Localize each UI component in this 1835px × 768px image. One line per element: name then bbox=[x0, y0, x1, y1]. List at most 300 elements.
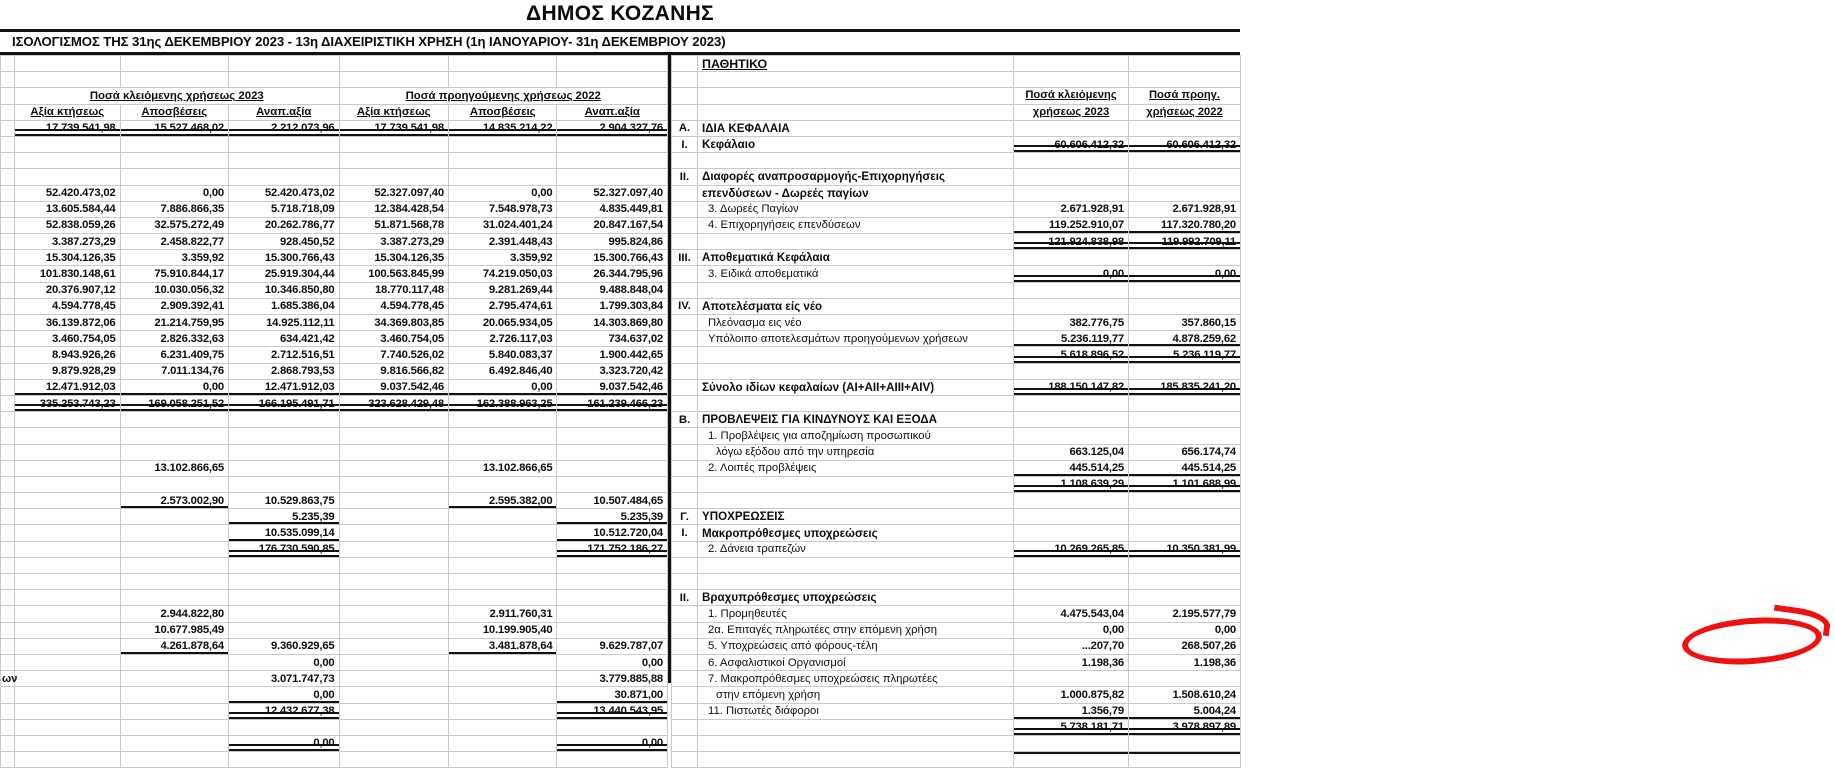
amount-cell: 0,00 bbox=[448, 379, 556, 395]
assets-column-header-1: Αξία κτήσεως bbox=[15, 104, 120, 120]
empty-cell bbox=[698, 735, 1014, 751]
empty-cell bbox=[698, 72, 1014, 88]
empty-cell bbox=[1014, 590, 1129, 606]
table-row bbox=[672, 541, 1241, 557]
amount-2023: 0,00 bbox=[1014, 622, 1129, 638]
amount-cell: 2.391.448,43 bbox=[448, 234, 556, 250]
empty-cell bbox=[229, 428, 339, 444]
empty-cell bbox=[339, 541, 448, 557]
section-label: Κεφάλαιο bbox=[698, 136, 1014, 152]
row-gutter bbox=[1, 541, 15, 557]
amount-cell: 21.214.759,95 bbox=[120, 315, 228, 331]
row-gutter bbox=[1, 347, 15, 363]
table-row bbox=[1, 120, 668, 136]
section-label: Βραχυπρόθεσμες υποχρεώσεις bbox=[698, 590, 1014, 606]
page-title: ΔΗΜΟΣ ΚΟΖΑΝΗΣ bbox=[526, 2, 714, 25]
line-item-label: 5. Υποχρεώσεις από φόρους-τέλη bbox=[698, 638, 1014, 654]
assets-column-header-4: Αξία κτήσεως bbox=[339, 104, 448, 120]
amount-2023: 1.198,36 bbox=[1014, 654, 1129, 670]
amount-cell: 5.235,39 bbox=[229, 509, 339, 525]
empty-cell bbox=[339, 687, 448, 703]
empty-cell bbox=[339, 153, 448, 169]
empty-cell bbox=[339, 606, 448, 622]
row-gutter bbox=[1, 574, 15, 590]
amount-2022: 357.860,15 bbox=[1129, 315, 1241, 331]
amount-cell: 1.799.303,84 bbox=[557, 298, 668, 314]
row-gutter bbox=[1, 460, 15, 476]
amount-cell: 15.527.468,02 bbox=[120, 120, 228, 136]
section-label: ΠΡΟΒΛΕΨΕΙΣ ΓΙΑ ΚΙΝΔΥΝΟΥΣ ΚΑΙ ΕΞΟΔΑ bbox=[698, 412, 1014, 428]
amount-cell: 9.488.848,04 bbox=[557, 282, 668, 298]
amount-2022: 0,00 bbox=[1129, 622, 1241, 638]
row-gutter bbox=[672, 217, 698, 233]
line-item-label: 2. Λοιπές προβλέψεις bbox=[698, 460, 1014, 476]
empty-cell bbox=[448, 752, 556, 768]
empty-cell bbox=[448, 509, 556, 525]
amount-cell: 14.303.869,80 bbox=[557, 315, 668, 331]
row-gutter bbox=[1, 266, 15, 282]
section-marker: ΙΙ. bbox=[672, 169, 698, 185]
row-gutter bbox=[1, 153, 15, 169]
table-row bbox=[1, 201, 668, 217]
empty-cell bbox=[698, 363, 1014, 379]
row-gutter bbox=[672, 752, 698, 768]
line-item-label: Πλεόνασμα εις νέο bbox=[698, 315, 1014, 331]
assets-group-header-1: Ποσά κλειόμενης χρήσεως 2023 bbox=[15, 88, 339, 104]
amount-cell: 15.300.766,43 bbox=[557, 250, 668, 266]
row-gutter bbox=[1, 719, 15, 735]
empty-cell bbox=[120, 687, 228, 703]
section-label: Αποτελέσματα είς νέο bbox=[698, 298, 1014, 314]
amount-cell: 20.262.786,77 bbox=[229, 217, 339, 233]
empty-cell bbox=[339, 428, 448, 444]
amount-cell: 9.037.542,46 bbox=[339, 379, 448, 395]
empty-cell bbox=[15, 622, 120, 638]
table-row bbox=[1, 315, 668, 331]
amount-2023: 382.776,75 bbox=[1014, 315, 1129, 331]
empty-cell bbox=[339, 735, 448, 751]
empty-cell bbox=[1014, 735, 1129, 751]
amount-cell: 51.871.568,78 bbox=[339, 217, 448, 233]
empty-cell bbox=[448, 590, 556, 606]
amount-cell: 2.795.474,61 bbox=[448, 298, 556, 314]
empty-cell bbox=[15, 444, 120, 460]
amount-cell: 2.595.382,00 bbox=[448, 493, 556, 509]
amount-2023: 1.108.639,29 bbox=[1014, 476, 1129, 492]
amount-cell: 162.388.963,25 bbox=[448, 395, 556, 411]
empty-cell bbox=[120, 557, 228, 573]
empty-cell bbox=[120, 671, 228, 687]
empty-cell bbox=[1129, 363, 1241, 379]
table-row bbox=[672, 671, 1241, 687]
table-row bbox=[1, 136, 668, 152]
liabilities-table bbox=[671, 55, 1241, 768]
row-gutter bbox=[1, 654, 15, 670]
row-gutter bbox=[1, 606, 15, 622]
line-item-label: 6. Ασφαλιστικοί Οργανισμοί bbox=[698, 654, 1014, 670]
table-row bbox=[672, 104, 1241, 120]
table-row bbox=[1, 153, 668, 169]
empty-cell bbox=[1129, 493, 1241, 509]
amount-cell: 3.460.754,05 bbox=[339, 331, 448, 347]
empty-cell bbox=[229, 719, 339, 735]
empty-cell bbox=[15, 752, 120, 768]
table-row bbox=[672, 428, 1241, 444]
amount-cell: 13.102.866,65 bbox=[120, 460, 228, 476]
amount-cell: 2.712.516,51 bbox=[229, 347, 339, 363]
amount-cell: 14.835.214,22 bbox=[448, 120, 556, 136]
amount-cell: 52.420.473,02 bbox=[229, 185, 339, 201]
table-row bbox=[1, 735, 668, 751]
table-row bbox=[672, 509, 1241, 525]
table-row bbox=[672, 379, 1241, 395]
table-row bbox=[1, 217, 668, 233]
empty-cell bbox=[698, 719, 1014, 735]
amount-cell: 1.685.386,04 bbox=[229, 298, 339, 314]
amount-2023: 663.125,04 bbox=[1014, 444, 1129, 460]
empty-cell bbox=[1129, 752, 1241, 768]
table-row bbox=[672, 88, 1241, 104]
empty-cell bbox=[120, 444, 228, 460]
section-marker: ΙΙΙ. bbox=[672, 250, 698, 266]
amount-2023: 10.269.265,85 bbox=[1014, 541, 1129, 557]
amount-cell: 9.816.566,82 bbox=[339, 363, 448, 379]
amount-cell: 14.925.112,11 bbox=[229, 315, 339, 331]
amount-cell: 0,00 bbox=[557, 735, 668, 751]
row-gutter bbox=[672, 735, 698, 751]
empty-cell bbox=[1129, 590, 1241, 606]
amount-cell: 0,00 bbox=[120, 379, 228, 395]
row-gutter bbox=[672, 476, 698, 492]
table-row bbox=[1, 654, 668, 670]
line-item-label-cont: λόγω εξόδου από την υπηρεσία bbox=[698, 444, 1014, 460]
empty-cell bbox=[339, 574, 448, 590]
empty-cell bbox=[1014, 574, 1129, 590]
assets-pane bbox=[0, 55, 668, 750]
row-gutter bbox=[1, 363, 15, 379]
table-row bbox=[672, 735, 1241, 751]
empty-cell bbox=[15, 687, 120, 703]
empty-cell bbox=[15, 719, 120, 735]
table-row bbox=[672, 169, 1241, 185]
empty-cell bbox=[15, 557, 120, 573]
amount-cell: 4.835.449,81 bbox=[557, 201, 668, 217]
empty-cell bbox=[1129, 56, 1241, 72]
amount-cell: 13.440.543,95 bbox=[557, 703, 668, 719]
empty-cell bbox=[229, 752, 339, 768]
empty-cell bbox=[15, 476, 120, 492]
panes-container bbox=[0, 55, 1240, 750]
table-row bbox=[1, 266, 668, 282]
row-gutter bbox=[672, 541, 698, 557]
table-row bbox=[1, 671, 668, 687]
amount-cell: 2.826.332,63 bbox=[120, 331, 228, 347]
table-row bbox=[1, 509, 668, 525]
table-row bbox=[1, 606, 668, 622]
amount-cell: 2.573.002,90 bbox=[120, 493, 228, 509]
empty-cell bbox=[15, 671, 120, 687]
empty-cell bbox=[1129, 298, 1241, 314]
empty-cell bbox=[557, 412, 668, 428]
row-gutter bbox=[672, 493, 698, 509]
row-gutter bbox=[672, 153, 698, 169]
table-row bbox=[672, 331, 1241, 347]
empty-cell bbox=[120, 476, 228, 492]
liabilities-column-header-line1-2: Ποσά προηγ. bbox=[1129, 88, 1241, 104]
row-gutter bbox=[1, 428, 15, 444]
amount-2022: 5.236.119,77 bbox=[1129, 347, 1241, 363]
empty-cell bbox=[1014, 671, 1129, 687]
row-gutter bbox=[1, 444, 15, 460]
empty-cell bbox=[15, 169, 120, 185]
table-row bbox=[672, 217, 1241, 233]
table-row bbox=[672, 363, 1241, 379]
row-gutter bbox=[672, 56, 698, 72]
amount-cell: 3.323.720,42 bbox=[557, 363, 668, 379]
amount-cell: 6.231.409,75 bbox=[120, 347, 228, 363]
empty-cell bbox=[229, 412, 339, 428]
empty-cell bbox=[339, 444, 448, 460]
empty-cell bbox=[1014, 395, 1129, 411]
table-row bbox=[672, 574, 1241, 590]
amount-2022: 119.992.709,11 bbox=[1129, 234, 1241, 250]
empty-cell bbox=[229, 444, 339, 460]
amount-2023: 4.475.543,04 bbox=[1014, 606, 1129, 622]
row-gutter bbox=[1, 234, 15, 250]
amount-cell: 10.030.056,32 bbox=[120, 282, 228, 298]
amount-cell: 5.718.718,09 bbox=[229, 201, 339, 217]
amount-cell: 0,00 bbox=[120, 185, 228, 201]
amount-cell: 3.359,92 bbox=[448, 250, 556, 266]
row-gutter bbox=[1, 735, 15, 751]
row-gutter bbox=[672, 671, 698, 687]
empty-cell bbox=[339, 703, 448, 719]
row-gutter bbox=[1, 201, 15, 217]
empty-cell bbox=[1129, 72, 1241, 88]
table-row bbox=[672, 590, 1241, 606]
empty-cell bbox=[448, 557, 556, 573]
empty-cell bbox=[448, 719, 556, 735]
amount-2023: 2.671.928,91 bbox=[1014, 201, 1129, 217]
row-gutter bbox=[1, 525, 15, 541]
empty-cell bbox=[698, 476, 1014, 492]
empty-cell bbox=[1014, 72, 1129, 88]
amount-cell: 20.847.167,54 bbox=[557, 217, 668, 233]
empty-cell bbox=[1014, 56, 1129, 72]
empty-cell bbox=[120, 169, 228, 185]
empty-cell bbox=[120, 412, 228, 428]
empty-cell bbox=[1014, 752, 1129, 768]
table-row bbox=[672, 476, 1241, 492]
empty-cell bbox=[557, 752, 668, 768]
table-row bbox=[672, 347, 1241, 363]
row-gutter bbox=[672, 654, 698, 670]
empty-cell bbox=[15, 136, 120, 152]
empty-cell bbox=[698, 752, 1014, 768]
empty-cell bbox=[15, 541, 120, 557]
empty-cell bbox=[120, 719, 228, 735]
assets-column-header-3: Αναπ.αξία bbox=[229, 104, 339, 120]
amount-cell: 18.770.117,48 bbox=[339, 282, 448, 298]
empty-cell bbox=[1014, 493, 1129, 509]
empty-cell bbox=[1129, 509, 1241, 525]
row-gutter bbox=[672, 444, 698, 460]
empty-cell bbox=[448, 525, 556, 541]
amount-cell: 3.779.885,88 bbox=[557, 671, 668, 687]
amount-2023: 1.356,79 bbox=[1014, 703, 1129, 719]
table-row bbox=[672, 493, 1241, 509]
column-header-row bbox=[1, 104, 668, 120]
table-row bbox=[1, 234, 668, 250]
empty-cell bbox=[229, 169, 339, 185]
table-row bbox=[672, 622, 1241, 638]
amount-cell: 9.360.929,65 bbox=[229, 638, 339, 654]
row-gutter bbox=[672, 331, 698, 347]
empty-cell bbox=[339, 169, 448, 185]
row-gutter bbox=[1, 250, 15, 266]
table-row bbox=[1, 185, 668, 201]
table-row bbox=[672, 606, 1241, 622]
empty-cell bbox=[1129, 395, 1241, 411]
amount-cell: 15.300.766,43 bbox=[229, 250, 339, 266]
table-row bbox=[672, 703, 1241, 719]
row-gutter bbox=[672, 104, 698, 120]
row-gutter bbox=[672, 363, 698, 379]
amount-cell: 10.512.720,04 bbox=[557, 525, 668, 541]
empty-cell bbox=[1014, 412, 1129, 428]
empty-cell bbox=[698, 557, 1014, 573]
empty-cell bbox=[229, 136, 339, 152]
amount-2023: 0,00 bbox=[1014, 266, 1129, 282]
table-row bbox=[1, 250, 668, 266]
empty-cell bbox=[15, 153, 120, 169]
table-row bbox=[672, 282, 1241, 298]
amount-2023: 5.738.181,71 bbox=[1014, 719, 1129, 735]
amount-cell: 17.739.541,98 bbox=[339, 120, 448, 136]
empty-cell bbox=[1014, 250, 1129, 266]
assets-column-header-6: Αναπ.αξία bbox=[557, 104, 668, 120]
empty-cell bbox=[120, 525, 228, 541]
line-item-label: 7. Μακροπρόθεσμες υποχρεώσεις πληρωτέες bbox=[698, 671, 1014, 687]
amount-cell: 17.739.541,98 bbox=[15, 120, 120, 136]
line-item-label: 1. Προμηθευτές bbox=[698, 606, 1014, 622]
empty-cell bbox=[557, 444, 668, 460]
table-row bbox=[1, 541, 668, 557]
row-gutter bbox=[672, 185, 698, 201]
line-item-label: 11. Πιστωτές διάφοροι bbox=[698, 703, 1014, 719]
amount-2022: 10.350.381,99 bbox=[1129, 541, 1241, 557]
amount-2022: 60.606.412,32 bbox=[1129, 136, 1241, 152]
empty-cell bbox=[229, 622, 339, 638]
amount-cell: 2.944.822,80 bbox=[120, 606, 228, 622]
row-gutter bbox=[672, 638, 698, 654]
row-gutter bbox=[1, 752, 15, 768]
empty-cell bbox=[339, 509, 448, 525]
amount-cell: 7.548.978,73 bbox=[448, 201, 556, 217]
amount-cell: 52.838.059,26 bbox=[15, 217, 120, 233]
amount-cell: 169.058.251,52 bbox=[120, 395, 228, 411]
row-gutter bbox=[1, 169, 15, 185]
amount-2022: 1.101.688,99 bbox=[1129, 476, 1241, 492]
empty-cell bbox=[1129, 250, 1241, 266]
table-row bbox=[672, 120, 1241, 136]
liabilities-column-header-line1-1: Ποσά κλειόμενης bbox=[1014, 88, 1129, 104]
empty-cell bbox=[557, 590, 668, 606]
line-item-label: 3. Δωρεές Παγίων bbox=[698, 201, 1014, 217]
empty-cell bbox=[15, 509, 120, 525]
row-gutter: ων bbox=[1, 671, 15, 687]
amount-2022: 445.514,25 bbox=[1129, 460, 1241, 476]
row-gutter bbox=[672, 266, 698, 282]
section-marker: Ι. bbox=[672, 136, 698, 152]
row-gutter bbox=[672, 557, 698, 573]
empty-cell bbox=[698, 153, 1014, 169]
row-gutter bbox=[1, 509, 15, 525]
row-gutter bbox=[1, 331, 15, 347]
amount-cell: 3.387.273,29 bbox=[15, 234, 120, 250]
row-gutter bbox=[1, 493, 15, 509]
amount-cell: 52.327.097,40 bbox=[557, 185, 668, 201]
amount-cell: 2.726.117,03 bbox=[448, 331, 556, 347]
row-gutter bbox=[672, 574, 698, 590]
amount-cell: 4.594.778,45 bbox=[15, 298, 120, 314]
empty-cell bbox=[1014, 185, 1129, 201]
table-row bbox=[672, 412, 1241, 428]
empty-cell bbox=[448, 654, 556, 670]
amount-cell: 176.730.590,85 bbox=[229, 541, 339, 557]
empty-cell bbox=[120, 509, 228, 525]
line-item-label: 1. Προβλέψεις για αποζημίωση προσωπικού bbox=[698, 428, 1014, 444]
table-row bbox=[672, 315, 1241, 331]
empty-cell bbox=[1129, 120, 1241, 136]
empty-cell bbox=[1014, 120, 1129, 136]
empty-cell bbox=[15, 735, 120, 751]
amount-2023: 445.514,25 bbox=[1014, 460, 1129, 476]
empty-cell bbox=[339, 590, 448, 606]
section-label: ΙΔΙΑ ΚΕΦΑΛΑΙΑ bbox=[698, 120, 1014, 136]
amount-2022: 185.835.241,20 bbox=[1129, 379, 1241, 395]
amount-cell: 8.943.926,26 bbox=[15, 347, 120, 363]
empty-cell bbox=[15, 460, 120, 476]
section-marker: ΙV. bbox=[672, 298, 698, 314]
empty-cell bbox=[120, 590, 228, 606]
empty-cell bbox=[339, 671, 448, 687]
table-row bbox=[1, 298, 668, 314]
table-row bbox=[1, 428, 668, 444]
amount-cell: 20.065.934,05 bbox=[448, 315, 556, 331]
empty-cell bbox=[1014, 509, 1129, 525]
amount-cell: 36.139.872,06 bbox=[15, 315, 120, 331]
row-gutter bbox=[1, 703, 15, 719]
table-row bbox=[1, 703, 668, 719]
empty-cell bbox=[15, 654, 120, 670]
empty-cell bbox=[339, 752, 448, 768]
liabilities-column-header-line2-1: χρήσεως 2023 bbox=[1014, 104, 1129, 120]
amount-cell: 10.535.099,14 bbox=[229, 525, 339, 541]
amount-cell: 12.471.912,03 bbox=[15, 379, 120, 395]
empty-cell bbox=[1014, 363, 1129, 379]
section-label: επενδύσεων - Δωρεές παγίων bbox=[698, 185, 1014, 201]
empty-cell bbox=[557, 153, 668, 169]
row-gutter bbox=[1, 557, 15, 573]
amount-2022: 656.174,74 bbox=[1129, 444, 1241, 460]
table-row bbox=[672, 752, 1241, 768]
table-row bbox=[672, 136, 1241, 152]
table-row bbox=[672, 72, 1241, 88]
table-row bbox=[1, 574, 668, 590]
table-row bbox=[672, 719, 1241, 735]
amount-cell: 0,00 bbox=[448, 185, 556, 201]
